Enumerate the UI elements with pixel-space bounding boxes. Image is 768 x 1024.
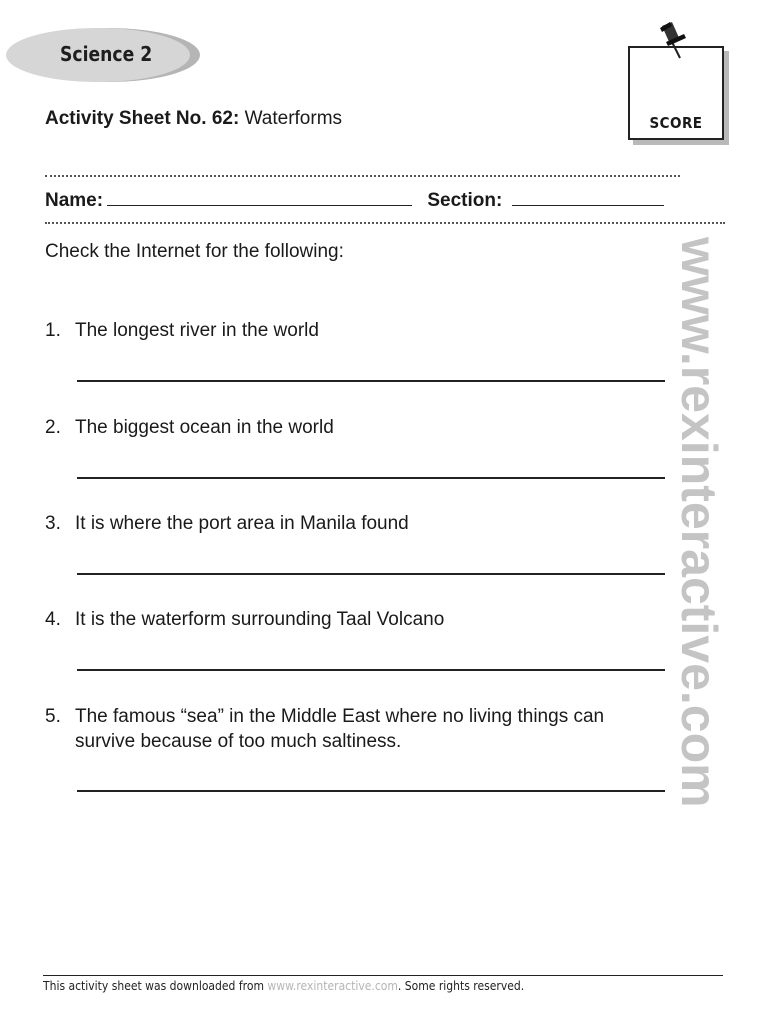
divider-bottom — [45, 222, 725, 224]
question-number: 1. — [45, 320, 61, 341]
name-label: Name: — [45, 190, 104, 211]
name-section-row — [45, 190, 664, 212]
section-label: Section: — [427, 190, 503, 211]
question-number: 4. — [45, 609, 61, 630]
question-text: It is the waterform surrounding Taal Volcano — [75, 609, 445, 630]
activity-title — [45, 108, 342, 130]
activity-number: Activity Sheet No. 62: — [45, 108, 240, 129]
subject-tab — [0, 26, 202, 84]
question-text: The biggest ocean in the world — [75, 417, 334, 438]
footer-suffix: . Some rights reserved. — [397, 979, 525, 993]
watermark-text: www.rexinteractive.com — [671, 237, 727, 808]
divider-top — [45, 175, 680, 177]
question-text: It is where the port area in Manila found — [75, 513, 409, 534]
answer-line-4[interactable] — [77, 669, 665, 671]
question-text: The famous “sea” in the Middle East where no living things can survive because of too much saltiness. — [75, 706, 605, 752]
watermark — [662, 237, 736, 967]
footer — [43, 979, 524, 993]
footer-rule — [43, 975, 723, 976]
score-label: SCORE — [649, 114, 703, 132]
answer-line-1[interactable] — [77, 380, 665, 382]
name-field[interactable] — [107, 191, 412, 206]
score-paper — [628, 46, 724, 140]
question-number: 2. — [45, 417, 61, 438]
answer-line-3[interactable] — [77, 573, 665, 575]
answer-line-5[interactable] — [77, 790, 665, 792]
subject-label: Science 2 — [60, 42, 153, 66]
question-number: 5. — [45, 706, 61, 727]
pushpin-icon — [658, 20, 698, 60]
activity-topic: Waterforms — [244, 108, 343, 129]
footer-prefix: This activity sheet was downloaded from — [43, 979, 268, 993]
section-field[interactable] — [512, 191, 664, 206]
question-number: 3. — [45, 513, 61, 534]
score-box — [620, 20, 732, 142]
answer-line-2[interactable] — [77, 477, 665, 479]
instruction-text: Check the Internet for the following: — [45, 241, 344, 262]
question-text: The longest river in the world — [75, 320, 319, 341]
footer-link[interactable]: www.rexinteractive.com — [267, 979, 398, 993]
